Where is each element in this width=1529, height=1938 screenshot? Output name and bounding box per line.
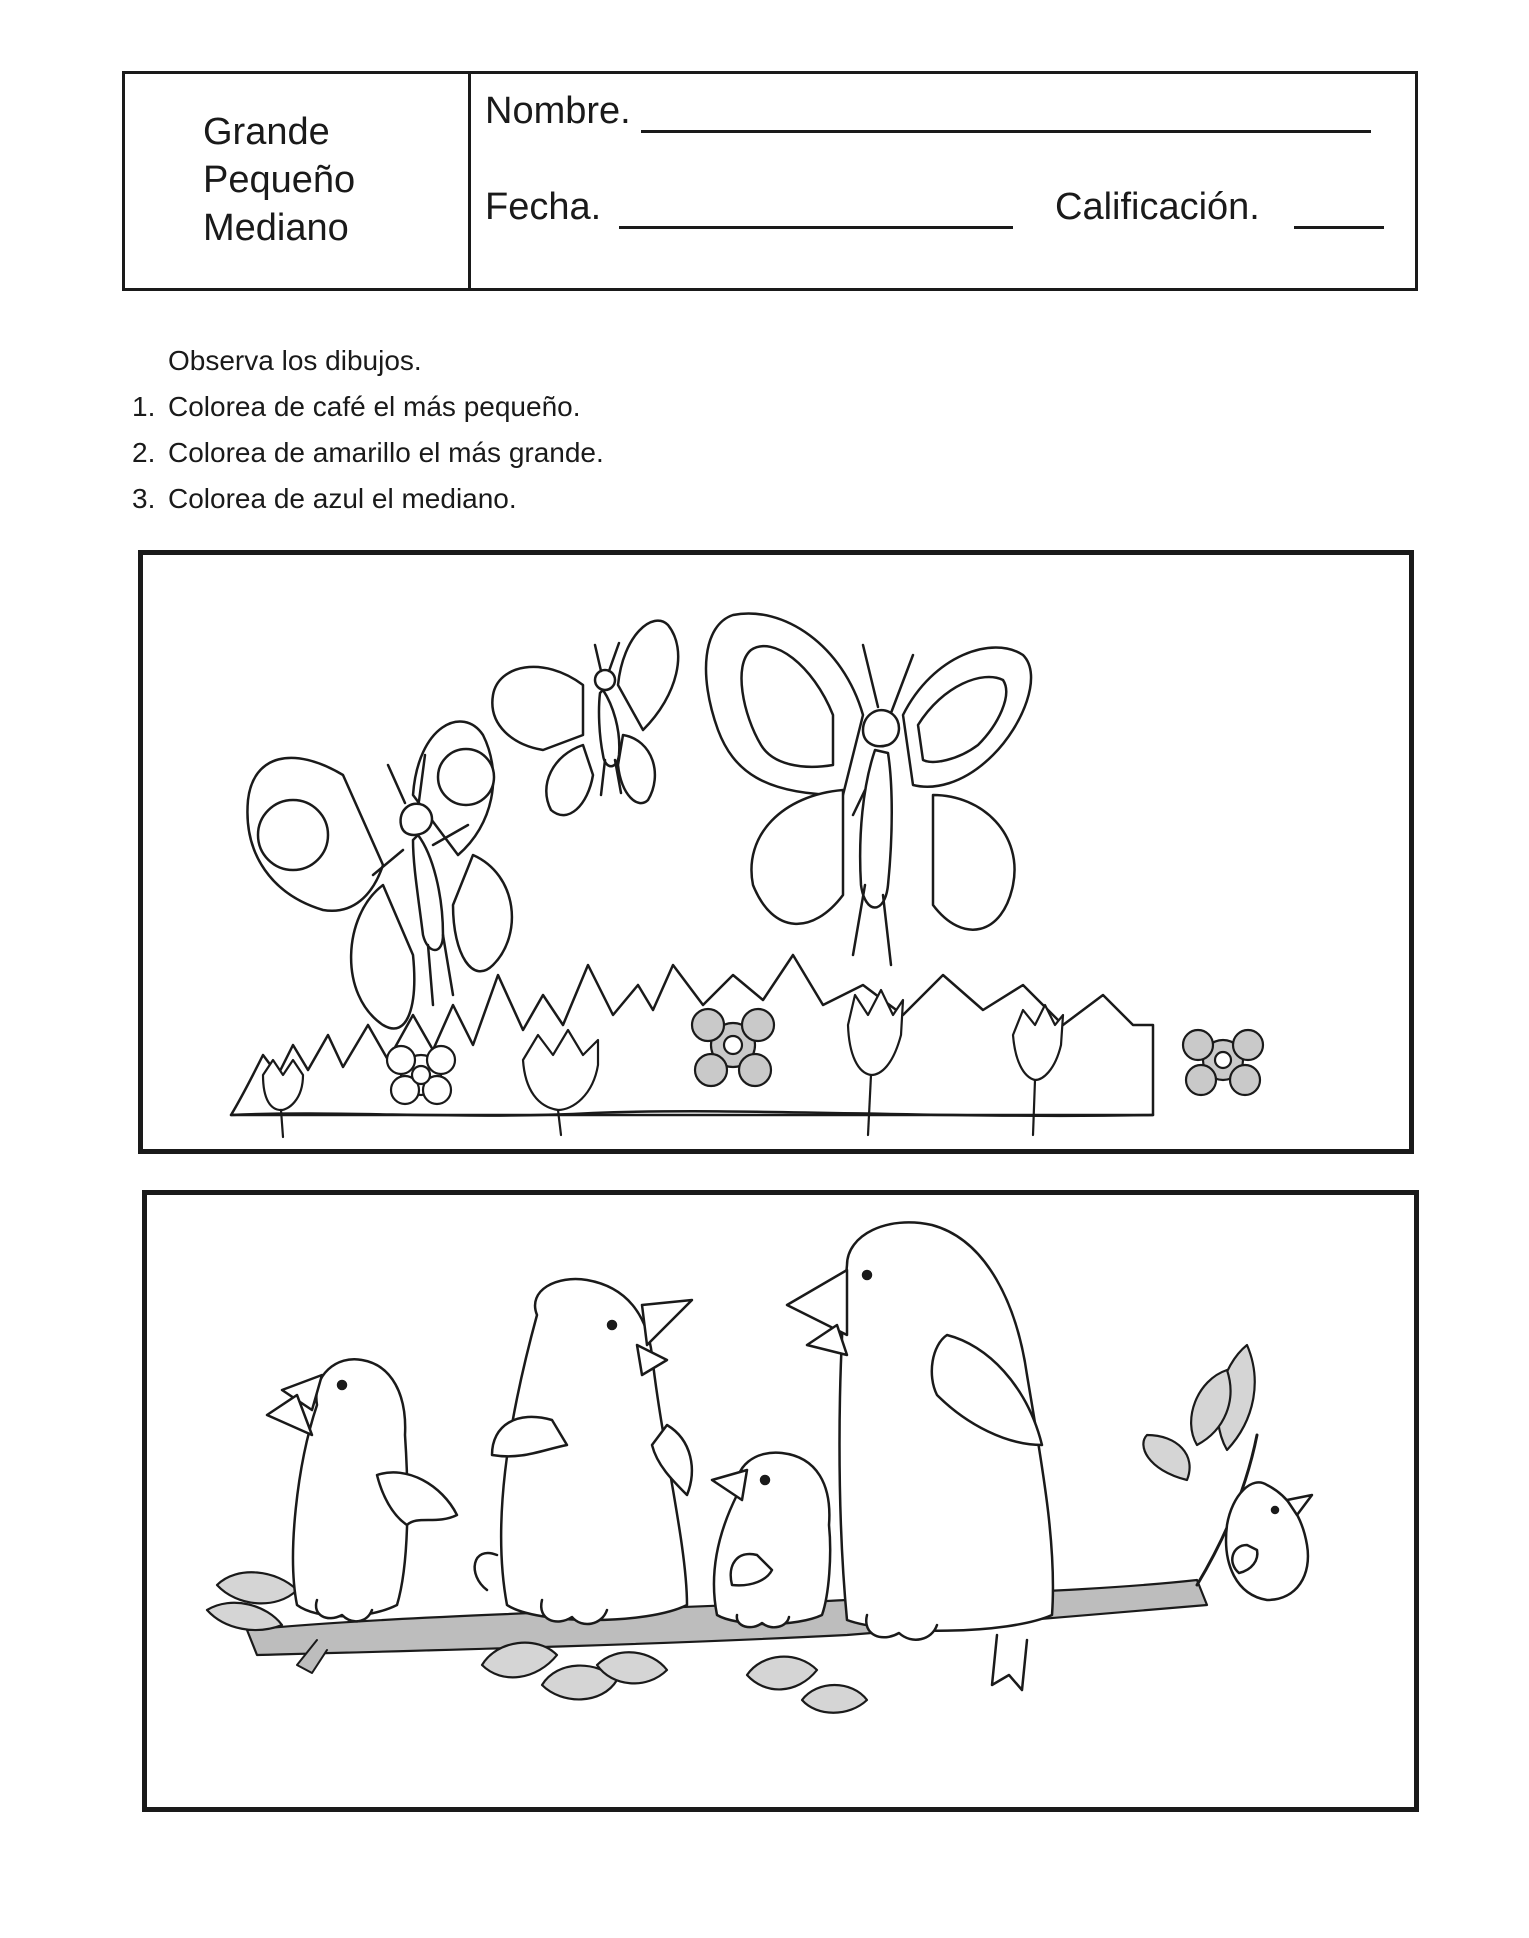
student-fields (471, 74, 1415, 288)
date-label: Fecha. (485, 186, 602, 228)
bird-center-icon (475, 1279, 692, 1624)
butterfly-medium-icon (247, 722, 511, 1029)
birds-panel (142, 1190, 1419, 1812)
butterfly-panel (138, 550, 1414, 1154)
instructions (132, 338, 604, 522)
step-number: 2. (132, 437, 156, 468)
bird-tiny-icon (1226, 1482, 1312, 1600)
step-text: Colorea de café el más pequeño. (168, 391, 581, 422)
instruction-step (132, 476, 604, 522)
birds-scene (147, 1195, 1414, 1807)
topic-pequeno: Pequeño (203, 159, 356, 201)
topic-grande: Grande (203, 111, 330, 153)
worksheet-header (122, 71, 1418, 291)
date-line[interactable] (619, 226, 1013, 229)
butterfly-large-icon (706, 613, 1031, 965)
topic-cell (125, 74, 471, 288)
step-text: Colorea de amarillo el más grande. (168, 437, 604, 468)
name-label: Nombre. (485, 90, 631, 132)
step-number: 1. (132, 391, 156, 422)
instruction-step (132, 384, 604, 430)
name-line[interactable] (641, 130, 1371, 133)
butterfly-scene (143, 555, 1409, 1149)
topic-mediano: Mediano (203, 207, 349, 249)
bird-small-icon (712, 1453, 830, 1628)
butterfly-small-icon (492, 621, 678, 815)
grade-label: Calificación. (1055, 186, 1260, 228)
instruction-step (132, 430, 604, 476)
dark-flower-icon (1183, 1030, 1263, 1095)
grade-line[interactable] (1294, 226, 1384, 229)
bird-left-icon (267, 1359, 457, 1621)
step-number: 3. (132, 483, 156, 514)
instructions-intro: Observa los dibujos. (168, 345, 422, 376)
step-text: Colorea de azul el mediano. (168, 483, 517, 514)
